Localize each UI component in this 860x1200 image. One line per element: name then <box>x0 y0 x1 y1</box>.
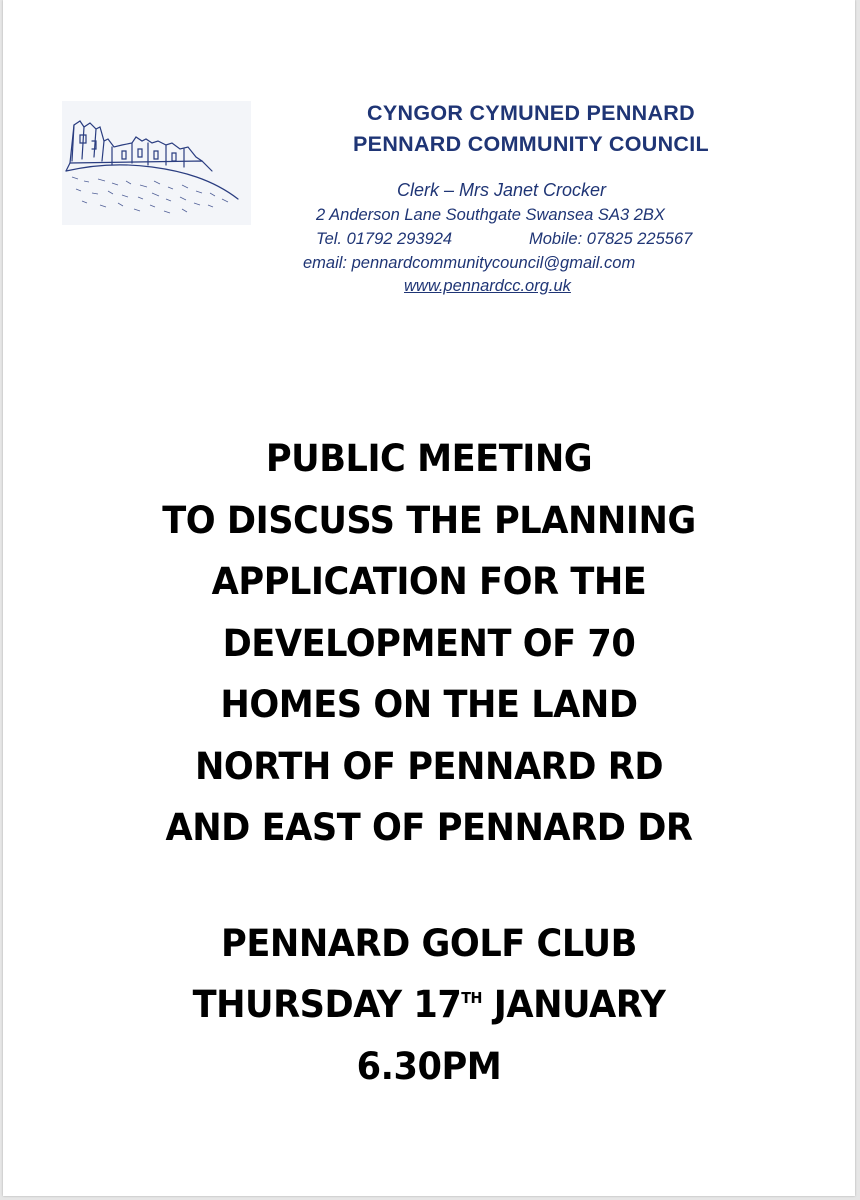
council-header <box>251 98 811 160</box>
english-council-name: PENNARD COMMUNITY COUNCIL <box>353 132 709 156</box>
email-address: email: pennardcommunitycouncil@gmail.com <box>303 254 636 272</box>
notice-line: DEVELOPMENT OF 70 <box>222 621 636 665</box>
clerk-address: 2 Anderson Lane Southgate Swansea SA3 2BX <box>316 206 665 224</box>
meeting-time: 6.30PM <box>356 1044 502 1088</box>
meeting-date <box>24 974 833 1036</box>
date-day: THURSDAY 17 <box>192 983 462 1026</box>
date-ordinal: TH <box>461 989 483 1007</box>
mobile: Mobile: 07825 225567 <box>529 230 693 248</box>
castle-sketch <box>62 101 251 225</box>
notice-line: PUBLIC MEETING <box>265 437 593 480</box>
telephone: Tel. 01792 293924 <box>316 230 453 248</box>
meeting-notice <box>3 428 855 1097</box>
notice-line: TO DISCUSS THE PLANNING <box>162 498 696 542</box>
website-link[interactable]: www.pennardcc.org.uk <box>404 277 571 295</box>
castle-logo-icon <box>62 101 251 225</box>
date-month: JANUARY <box>482 983 666 1026</box>
document-page <box>3 0 855 1196</box>
notice-line: AND EAST OF PENNARD DR <box>165 806 693 849</box>
notice-line: APPLICATION FOR THE <box>211 560 647 603</box>
notice-line: NORTH OF PENNARD RD <box>194 744 664 788</box>
notice-line: HOMES ON THE LAND <box>220 683 638 726</box>
welsh-council-name: CYNGOR CYMUNED PENNARD <box>367 101 695 125</box>
meeting-venue: PENNARD GOLF CLUB <box>221 921 637 965</box>
clerk-name: Clerk – Mrs Janet Crocker <box>397 180 607 200</box>
